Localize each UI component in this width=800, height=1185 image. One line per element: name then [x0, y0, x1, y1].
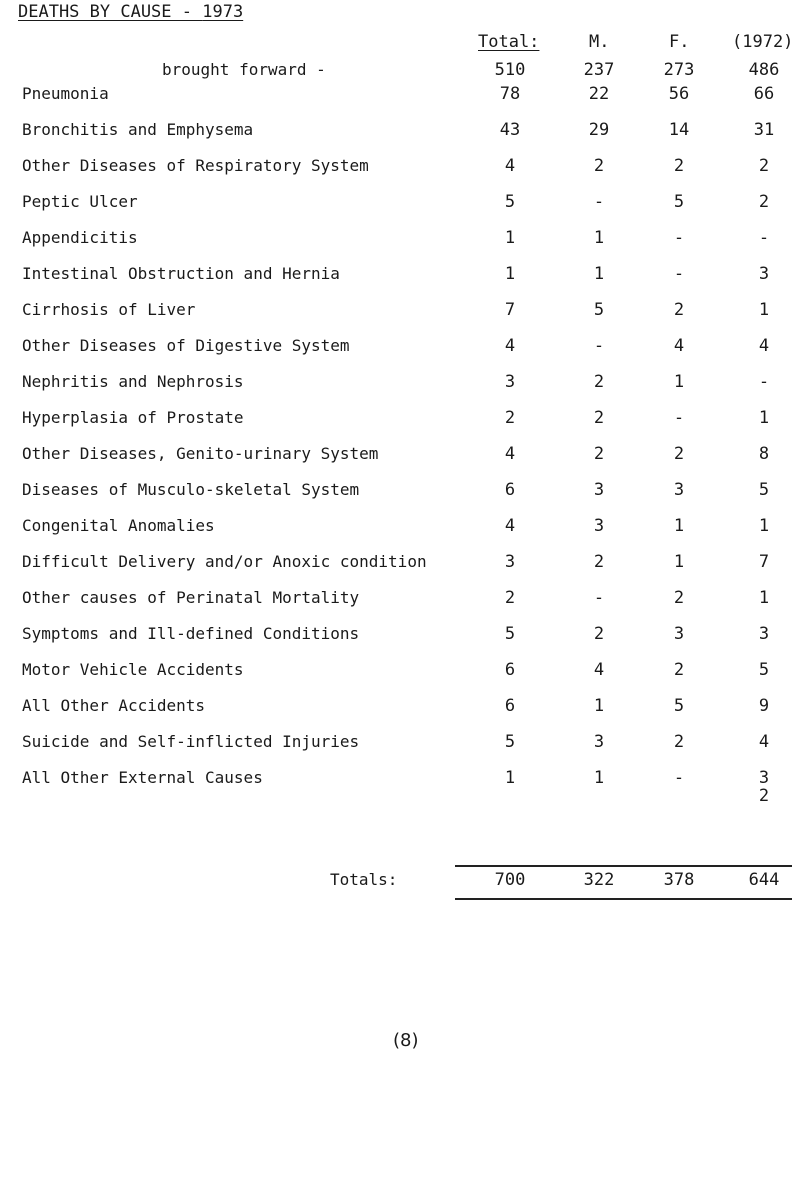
cell-previous: 3: [758, 624, 770, 644]
title-year: 1973: [202, 2, 244, 22]
cell-previous: 1: [758, 588, 770, 608]
table-row: [0, 264, 800, 288]
cell-previous: -: [758, 372, 770, 392]
cell-total: 78: [499, 84, 521, 104]
header-total: Total:: [478, 32, 540, 52]
cell-male: 3: [593, 516, 605, 536]
cell-total: 1: [504, 228, 516, 248]
cell-male: 1: [593, 228, 605, 248]
cell-male: 2: [593, 156, 605, 176]
cell-female: 2: [673, 300, 685, 320]
totals-top-rule: [455, 865, 792, 867]
table-row: [0, 444, 800, 468]
cell-male: 22: [588, 84, 610, 104]
table-row: [0, 696, 800, 720]
cause-label: All Other External Causes: [22, 768, 263, 787]
table-row: [0, 192, 800, 216]
table-row: [0, 120, 800, 144]
cell-male: -: [593, 336, 605, 356]
cell-male: -: [593, 588, 605, 608]
cell-previous: 5: [758, 660, 770, 680]
cell-female: 4: [673, 336, 685, 356]
cause-label: Suicide and Self-inflicted Injuries: [22, 732, 360, 751]
cell-female: 5: [673, 192, 685, 212]
cell-male: -: [593, 192, 605, 212]
cause-label: Peptic Ulcer: [22, 192, 138, 211]
page-number: (8): [393, 1030, 419, 1051]
cell-total: 43: [499, 120, 521, 140]
page-title: [18, 2, 243, 22]
table-row: [0, 516, 800, 540]
table-row: [0, 480, 800, 504]
cell-total: 2: [504, 588, 516, 608]
cell-previous: 66: [753, 84, 775, 104]
cell-total: 2: [504, 408, 516, 428]
brought-forward-row: [0, 60, 800, 84]
cell-previous: 486: [748, 60, 780, 80]
cell-male: 2: [593, 372, 605, 392]
cause-label: Diseases of Musculo-skeletal System: [22, 480, 360, 499]
cell-female: 3: [673, 624, 685, 644]
header-male: M.: [589, 32, 610, 52]
header-female: F.: [669, 32, 690, 52]
cause-label: Appendicitis: [22, 228, 138, 247]
cell-female: 1: [673, 372, 685, 392]
cause-label: Cirrhosis of Liver: [22, 300, 196, 319]
cell-previous: 31: [753, 120, 775, 140]
cause-label: Motor Vehicle Accidents: [22, 660, 244, 679]
cell-female: -: [673, 264, 685, 284]
header-previous-year: (1972): [732, 32, 794, 52]
table-row: [0, 552, 800, 576]
cell-previous: 4: [758, 732, 770, 752]
cause-label: Congenital Anomalies: [22, 516, 215, 535]
cell-total: 1: [504, 768, 516, 788]
title-prefix: DEATHS BY CAUSE -: [18, 2, 203, 22]
cell-male: 1: [593, 768, 605, 788]
cause-label: Other Diseases of Digestive System: [22, 336, 350, 355]
cell-total: 510: [494, 60, 526, 80]
totals-label: Totals:: [330, 870, 398, 889]
totals-total: 700: [494, 870, 526, 890]
cell-total: 3: [504, 372, 516, 392]
cell-female: -: [673, 228, 685, 248]
cause-label: Intestinal Obstruction and Hernia: [22, 264, 340, 283]
cell-previous: 3: [758, 768, 770, 788]
cell-previous: 1: [758, 408, 770, 428]
cell-male: 5: [593, 300, 605, 320]
table-row: [0, 372, 800, 396]
totals-bottom-rule: [455, 898, 792, 900]
cell-total: 5: [504, 192, 516, 212]
cell-total: 1: [504, 264, 516, 284]
cell-total: 7: [504, 300, 516, 320]
cell-male: 2: [593, 552, 605, 572]
cell-male: 2: [593, 444, 605, 464]
cell-female: 2: [673, 660, 685, 680]
cause-label: All Other Accidents: [22, 696, 206, 715]
cell-female: 1: [673, 516, 685, 536]
table-row: [0, 624, 800, 648]
table-row: [0, 660, 800, 684]
cell-female: 2: [673, 156, 685, 176]
cell-female: 273: [663, 60, 695, 80]
cell-female: 56: [668, 84, 690, 104]
table-row: [0, 732, 800, 756]
cell-previous: 4: [758, 336, 770, 356]
cell-total: 6: [504, 696, 516, 716]
cause-label: Symptoms and Ill-defined Conditions: [22, 624, 360, 643]
cell-female: -: [673, 408, 685, 428]
cell-female: 2: [673, 588, 685, 608]
cell-total: 3: [504, 552, 516, 572]
cell-total: 6: [504, 660, 516, 680]
cell-previous: 9: [758, 696, 770, 716]
cell-total: 4: [504, 516, 516, 536]
cell-female: 1: [673, 552, 685, 572]
cell-previous: 8: [758, 444, 770, 464]
cell-previous: 2: [758, 156, 770, 176]
totals-female: 378: [663, 870, 695, 890]
cell-female: 14: [668, 120, 690, 140]
cell-previous: 2: [758, 192, 770, 212]
cell-female: -: [673, 768, 685, 788]
cause-label: Other Diseases of Respiratory System: [22, 156, 369, 175]
cell-male: 237: [583, 60, 615, 80]
cell-male: 29: [588, 120, 610, 140]
table-row: [0, 84, 800, 108]
cell-female: 2: [673, 732, 685, 752]
cause-label: Bronchitis and Emphysema: [22, 120, 254, 139]
cell-male: 1: [593, 264, 605, 284]
cause-label: brought forward -: [162, 60, 326, 79]
cell-total: 4: [504, 336, 516, 356]
cell-female: 5: [673, 696, 685, 716]
cell-male: 2: [593, 408, 605, 428]
table-row: [0, 588, 800, 612]
cell-female: 2: [673, 444, 685, 464]
cell-previous: -: [758, 228, 770, 248]
table-row: [0, 336, 800, 360]
cell-male: 3: [593, 732, 605, 752]
cell-female: 3: [673, 480, 685, 500]
cell-previous: 7: [758, 552, 770, 572]
totals-previous: 644: [748, 870, 780, 890]
extra-previous-value: 2: [758, 786, 770, 806]
table-row: [0, 156, 800, 180]
cell-previous: 5: [758, 480, 770, 500]
cause-label: Pneumonia: [22, 84, 109, 103]
cell-total: 5: [504, 624, 516, 644]
cell-male: 4: [593, 660, 605, 680]
cell-male: 1: [593, 696, 605, 716]
cause-label: Other Diseases, Genito-urinary System: [22, 444, 379, 463]
cell-male: 3: [593, 480, 605, 500]
cell-total: 4: [504, 444, 516, 464]
table-row: [0, 408, 800, 432]
totals-male: 322: [583, 870, 615, 890]
table-row: [0, 768, 800, 792]
cell-total: 5: [504, 732, 516, 752]
cell-previous: 3: [758, 264, 770, 284]
cell-previous: 1: [758, 300, 770, 320]
cause-label: Hyperplasia of Prostate: [22, 408, 244, 427]
cell-male: 2: [593, 624, 605, 644]
cause-label: Other causes of Perinatal Mortality: [22, 588, 360, 607]
table-row: [0, 300, 800, 324]
cell-total: 6: [504, 480, 516, 500]
cell-previous: 1: [758, 516, 770, 536]
cell-total: 4: [504, 156, 516, 176]
cause-label: Difficult Delivery and/or Anoxic condition: [22, 552, 427, 571]
cause-label: Nephritis and Nephrosis: [22, 372, 244, 391]
table-row: [0, 228, 800, 252]
totals-row: [0, 870, 800, 894]
